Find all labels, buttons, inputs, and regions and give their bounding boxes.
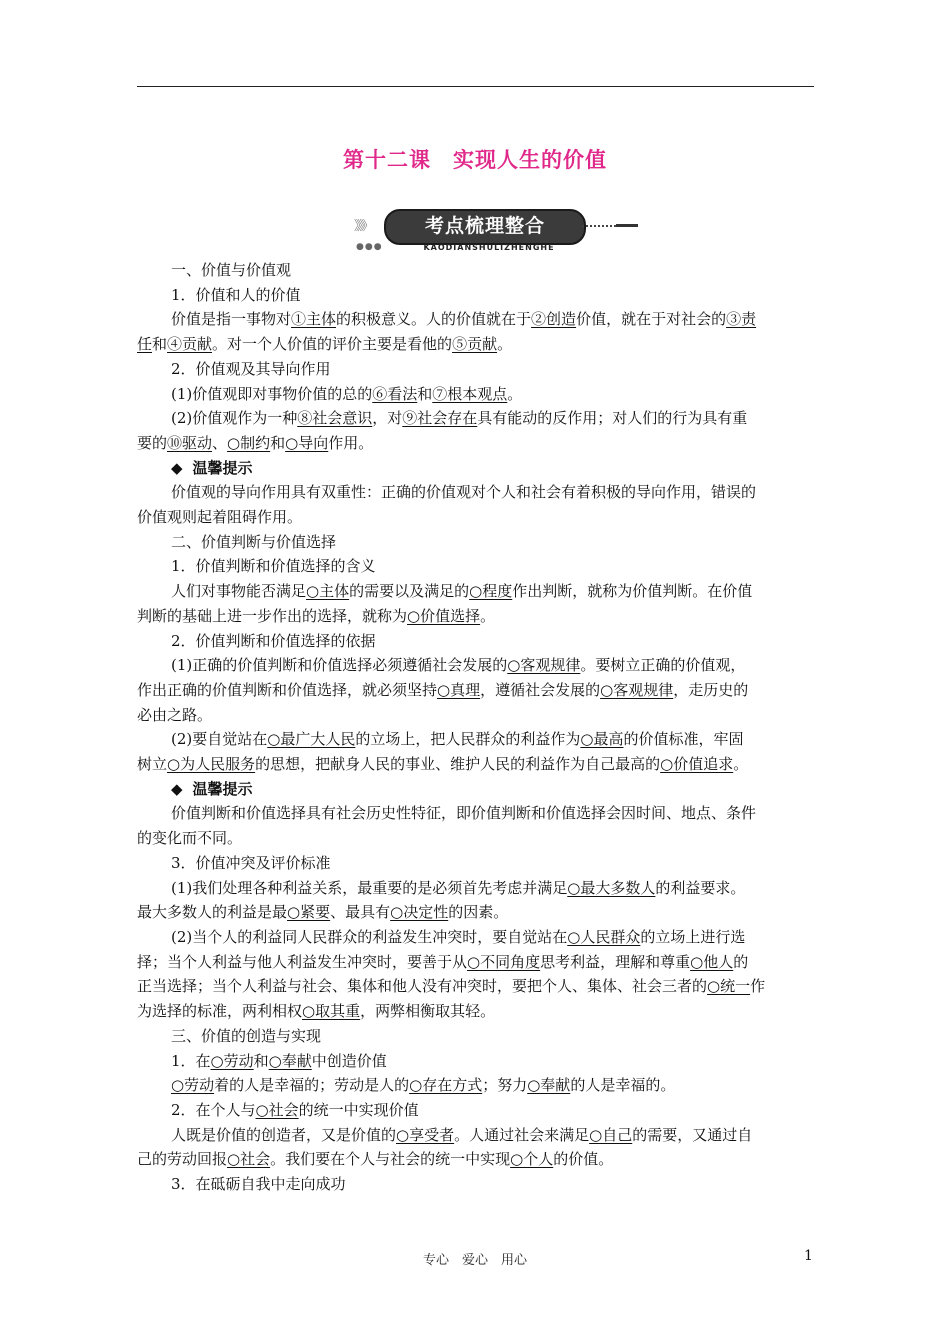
text-line [137,1172,814,1197]
text-line [137,801,814,826]
answer-blank: ○劳动 [210,1051,254,1070]
text-segment: 和 [152,335,168,354]
answer-blank: ○客观规律 [507,656,581,675]
text-segment: 的因素。 [448,903,509,922]
text-segment: 作 [750,977,766,996]
answer-blank: ○紧要 [287,903,331,922]
text-segment: 。 [507,384,523,403]
text-line [137,900,814,925]
page-number: 1 [804,1248,813,1264]
text-line [137,629,814,654]
text-line [137,332,814,357]
text-segment: 价值观则起着阻碍作用。 [137,508,303,527]
text-segment: 。人通过社会来满足 [454,1125,590,1144]
text-line [137,258,814,283]
text-line [137,974,814,999]
answer-blank: ○最大多数人 [567,878,656,897]
footer-text: 专心 爱心 用心 [422,1253,527,1268]
answer-blank: ○个人 [510,1150,554,1169]
text-segment: 具有能动的反作用；对人们的行为具有重 [477,409,748,428]
text-line [137,826,814,851]
text-segment: 要的 [137,433,168,452]
tip-heading [137,456,814,481]
text-segment: (1)我们处理各种利益关系，最重要的是必须首先考虑并满足 [171,878,568,897]
text-segment: 判断的基础上进一步作出的选择，就称为 [137,606,408,625]
text-segment: 二、价值判断与价值选择 [171,532,337,551]
text-segment: 己的劳动回报 [137,1150,228,1169]
text-line [137,530,814,555]
text-segment: 的需要以及满足的 [349,582,470,601]
arrow-icon: 》》》 [354,219,372,234]
text-line [137,925,814,950]
text-segment: 的立场上进行选 [640,927,746,946]
text-segment: 一、价值与价值观 [171,261,292,279]
answer-blank: ○最高 [580,730,624,749]
text-line [137,876,814,901]
text-line [137,604,814,629]
text-line [137,554,814,579]
text-segment: 中创造价值 [311,1051,387,1070]
text-line [137,1098,814,1123]
answer-blank: ⑥看法 [372,384,418,403]
text-segment: 、 [212,433,228,452]
text-segment: 。 [480,606,496,625]
tip-heading [137,777,814,802]
text-segment: ，两弊相衡取其轻。 [360,1002,496,1021]
answer-blank: ○社会 [255,1100,299,1119]
text-line [137,727,814,752]
text-segment: 1．在 [171,1051,211,1070]
answer-blank: ○不同角度 [467,952,541,971]
answer-blank: 任 [137,335,153,354]
answer-blank: ○最广大人民 [267,730,356,749]
text-line [137,382,814,407]
text-segment: 必由之路。 [137,705,213,724]
text-segment: (2)当个人的利益同人民群众的利益发生冲突时，要自觉站在 [171,927,568,946]
answer-blank: ○统一 [707,977,751,996]
answer-blank: ②创造 [531,310,577,329]
text-segment: 的立场上，把人民群众的利益作为 [355,730,581,749]
answer-blank: ○为人民服务 [167,755,256,774]
text-segment: 2．在个人与 [171,1100,256,1119]
text-segment: (2)要自觉站在 [171,730,268,749]
answer-blank: ⑤贡献 [452,335,498,354]
text-segment: 和 [253,1051,269,1070]
text-segment: ，走历史的 [673,680,749,699]
text-segment: 3．在砥砺自我中走向成功 [171,1175,346,1194]
text-segment: 的 [733,952,749,971]
text-line [137,1123,814,1148]
answer-blank: ○奉献 [268,1051,312,1070]
answer-blank: ○价值选择 [407,606,481,625]
text-segment: 价值判断和价值选择具有社会历史性特征，即价值判断和价值选择会因时间、地点、条件 [171,804,757,823]
text-segment: 思考利益，理解和尊重 [540,952,691,971]
answer-blank: ⑧社会意识 [297,409,373,428]
banner-title: 考点梳理整合 [424,215,545,237]
text-line [137,1024,814,1049]
text-line [137,307,814,332]
text-segment: 。 [733,755,749,774]
page-title: 第十二课 实现人生的价值 [343,148,607,172]
text-segment: 价值观的导向作用具有双重性：正确的价值观对个人和社会有着积极的导向作用，错误的 [171,483,757,502]
banner-subtitle: KAODIANSHULIZHENGHE [423,243,555,252]
text-segment: 三、价值的创造与实现 [171,1026,322,1045]
text-segment: 的价值。 [553,1150,614,1169]
text-segment: 1．价值判断和价值选择的含义 [171,557,376,576]
answer-blank: ○自己 [589,1125,633,1144]
text-segment: 和 [270,433,286,452]
answer-blank: ○主体 [306,582,350,601]
answer-blank: ○决定性 [390,903,449,922]
answer-blank: ○客观规律 [600,680,674,699]
diamond-icon: ◆ [171,779,183,798]
text-segment: 。对一个人价值的评价主要是看他的 [212,335,453,354]
text-line [137,431,814,456]
answer-blank: ○取其重 [302,1002,361,1021]
text-segment: 的利益要求。 [655,878,746,897]
text-segment: 的人是幸福的。 [570,1076,676,1095]
text-segment: 价值是指一事物对 [171,310,292,329]
text-segment: 人们对事物能否满足 [171,582,307,601]
text-segment: 价值，就在于对社会的 [576,310,727,329]
text-line [137,851,814,876]
text-line [137,999,814,1024]
text-segment: 的价值标准，牢固 [623,730,744,749]
text-segment: 的积极意义。人的价值就在于 [336,310,532,329]
answer-blank: ④贡献 [167,335,213,354]
text-segment: 人既是价值的创造者，又是价值的 [171,1125,397,1144]
text-segment: 。要树立正确的价值观， [580,656,746,675]
text-segment: (2)价值观作为一种 [171,409,298,428]
text-line [137,653,814,678]
text-segment: 为选择的标准，两利相权 [137,1002,303,1021]
text-line [137,283,814,308]
text-line [137,480,814,505]
text-segment: 最大多数人的利益是最 [137,903,288,922]
answer-blank: ○制约 [227,433,271,452]
diamond-icon: ◆ [171,458,183,477]
text-line [137,579,814,604]
text-line [137,406,814,431]
answer-blank: ○程度 [469,582,513,601]
answer-blank: ⑦根本观点 [432,384,508,403]
answer-blank: ③责 [726,310,757,329]
text-segment: ，遵循社会发展的 [480,680,601,699]
answer-blank: ⑨社会存在 [402,409,478,428]
text-segment: 、最具有 [330,903,391,922]
text-segment: 和 [417,384,433,403]
text-segment: 3．价值冲突及评价标准 [171,853,331,872]
text-segment: ，对 [372,409,403,428]
text-line [137,1073,814,1098]
text-segment: 2．价值观及其导向作用 [171,359,331,378]
text-line [137,505,814,530]
text-segment: (1)价值观即对事物价值的总的 [171,384,373,403]
text-line [137,678,814,703]
text-segment: 。我们要在个人与社会的统一中实现 [270,1150,511,1169]
text-segment: 树立 [137,755,168,774]
answer-blank: ○劳动 [171,1076,215,1095]
text-segment: (1)正确的价值判断和价值选择必须遵循社会发展的 [171,656,508,675]
text-segment: 作出正确的价值判断和价值选择，就必须坚持 [137,680,438,699]
answer-blank: ○存在方式 [409,1076,483,1095]
text-segment: 。 [497,335,513,354]
text-line [137,357,814,382]
header-rule [137,86,814,87]
text-segment: 着的人是幸福的；劳动是人的 [214,1076,410,1095]
banner-tail-bar [616,224,638,227]
text-segment: ；努力 [482,1076,528,1095]
text-segment: 正当选择；当个人利益与社会、集体和他人没有冲突时，要把个人、集体、社会三者的 [137,977,708,996]
text-segment: 作出判断，就称为价值判断。在价值 [512,582,753,601]
answer-blank: ①主体 [291,310,337,329]
answer-blank: ○价值追求 [660,755,734,774]
section-banner [354,205,634,257]
text-segment: 的需要，又通过自 [632,1125,753,1144]
dots-icon: ●●● [356,242,383,252]
answer-blank: ⑩驱动 [167,433,213,452]
text-segment: 的统一中实现价值 [298,1100,419,1119]
text-line [137,703,814,728]
document-body [137,258,814,1197]
answer-blank: ○奉献 [527,1076,571,1095]
text-segment: 的思想，把献身人民的事业、维护人民的利益作为自己最高的 [255,755,661,774]
answer-blank: ○他人 [690,952,734,971]
text-segment: 作用。 [328,433,374,452]
text-line [137,752,814,777]
answer-blank: ○真理 [437,680,481,699]
text-segment: 温馨提示 [192,779,253,798]
answer-blank: ○享受者 [396,1125,455,1144]
text-line [137,950,814,975]
answer-blank: ○社会 [227,1150,271,1169]
answer-blank: ○人民群众 [567,927,641,946]
text-segment: 1．价值和人的价值 [171,285,301,304]
answer-blank: ○导向 [285,433,329,452]
text-segment: 择；当个人利益与他人利益发生冲突时，要善于从 [137,952,468,971]
text-segment: 温馨提示 [192,458,253,477]
text-segment: 2．价值判断和价值选择的依据 [171,631,376,650]
text-segment: 的变化而不同。 [137,829,243,848]
text-line [137,1049,814,1074]
text-line [137,1147,814,1172]
